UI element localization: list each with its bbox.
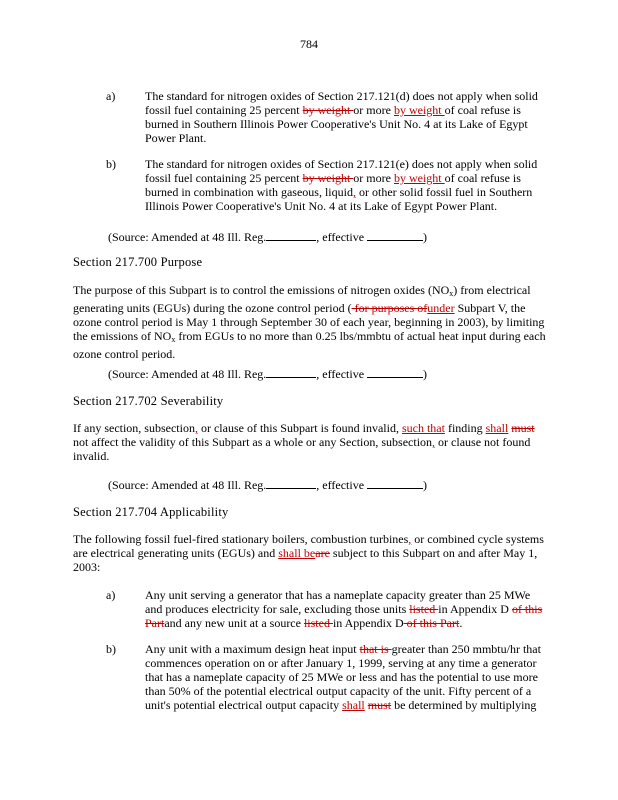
inserted-text: by weight [393,171,445,185]
text: greater than 250 mmbtu/hr that commences operation on or after January 1, 1999, serving at any time a generator that has a nameplate capacity of 25 MWe or less and has the potential to use more than 50% of the potential electrical output capacity of the unit. Fifty percent of a unit's potential electrical output capacity [145,642,541,712]
list-marker: a) [106,588,116,602]
paragraph [145,642,545,712]
list-marker: b) [106,157,116,171]
text: from EGUs to no more than 0.25 lbs/mmbtu of actual heat input during each ozone control period. [73,329,546,361]
text: or other solid fossil fuel in Southern Illinois Power Cooperative's Unit No. 4 at its Lake of Egypt Power Plant. [145,185,533,213]
deleted-text: listed [303,616,333,630]
source-middle: , effective [316,230,365,244]
text: be determined by multiplying [391,698,537,712]
blank-line [367,229,423,241]
section-heading: Section 217.702 Severability [73,394,224,408]
deleted-text: that is [359,642,392,656]
paragraph [145,157,545,213]
text: of coal refuse is burned in combination with gaseous, liquid [145,171,521,199]
inserted-text: shall [485,421,509,435]
text: or more [353,171,394,185]
text: . [459,616,463,630]
inserted-text: such that [401,421,445,435]
deleted-text: for purposes of [351,301,428,315]
subscript: x [449,289,454,298]
source-middle: , effective [316,367,365,381]
source-suffix: ) [423,478,428,492]
text: in Appendix D [438,602,512,616]
list-marker: b) [106,642,116,656]
inserted-text: , [432,435,436,449]
inserted-text: shall [342,698,365,712]
source-note [108,229,548,244]
text: Subpart V, the ozone control period is May 1 through September 30 of each year, beginning in 2003), by limiting the emissions of NO [73,301,545,343]
blank-line [266,229,316,241]
text: Any unit with a maximum design heat input [145,642,360,656]
text: If any section, subsection [73,421,195,435]
text: ) from electrical generating units (EGUs) during the ozone control period ( [73,283,531,315]
text: and any new unit at a source [164,616,304,630]
deleted-text: are [315,546,330,560]
inserted-text: , [408,532,412,546]
source-middle: , effective [316,478,365,492]
blank-line [266,366,316,378]
text: or more [353,103,394,117]
text: subject to this Subpart on and after May 1, 2003: [73,546,538,574]
source-note [108,477,548,492]
inserted-text: by weight [393,103,445,117]
paragraph [73,283,547,361]
deleted-text: must [367,698,392,712]
source-suffix: ) [423,230,428,244]
text: The standard for nitrogen oxides of Section 217.121(d) does not apply when solid fossil fuel containing 25 percent [145,89,538,117]
inserted-text: shall be [278,546,316,560]
paragraph [73,421,547,463]
paragraph [145,89,545,145]
text: not affect the validity of this Subpart as a whole or any Section, subsection [73,435,433,449]
text: of coal refuse is burned in Southern Illinois Power Cooperative's Unit No. 4 at its Lake of Egypt Power Plant. [145,103,528,145]
text: or clause of this Subpart is found invalid, [197,421,402,435]
source-prefix: (Source: Amended at 48 Ill. Reg. [108,367,267,381]
source-suffix: ) [423,367,428,381]
blank-line [367,366,423,378]
inserted-text: under [427,301,455,315]
deleted-text: of this Part [403,616,460,630]
deleted-text: by weight [302,103,354,117]
text: finding [444,421,486,435]
text: or combined cycle systems are electrical generating units (EGUs) and [73,532,544,560]
source-prefix: (Source: Amended at 48 Ill. Reg. [108,230,267,244]
text: The purpose of this Subpart is to control the emissions of nitrogen oxides (NO [73,283,450,297]
deleted-text: by weight [302,171,354,185]
section-heading: Section 217.700 Purpose [73,255,203,269]
page-number: 784 [300,37,318,51]
subscript: x [171,335,176,344]
paragraph [73,532,547,574]
source-note [108,366,548,381]
text: or clause not found invalid. [73,435,531,463]
paragraph [145,588,545,630]
inserted-text: , [352,185,356,199]
text: in Appendix D [332,616,404,630]
text: Any unit serving a generator that has a nameplate capacity greater than 25 MWe and produces electricity for sale, excluding those units [145,588,531,616]
deleted-text: of this Part [145,602,543,630]
deleted-text: must [511,421,535,435]
blank-line [266,477,316,489]
source-prefix: (Source: Amended at 48 Ill. Reg. [108,478,267,492]
text: The following fossil fuel-fired stationary boilers, combustion turbines [73,532,409,546]
list-marker: a) [106,89,116,103]
deleted-text: listed [409,602,439,616]
section-heading: Section 217.704 Applicability [73,505,229,519]
text: The standard for nitrogen oxides of Section 217.121(e) does not apply when solid fossil fuel containing 25 percent [145,157,538,185]
inserted-text: , [194,421,198,435]
blank-line [367,477,423,489]
